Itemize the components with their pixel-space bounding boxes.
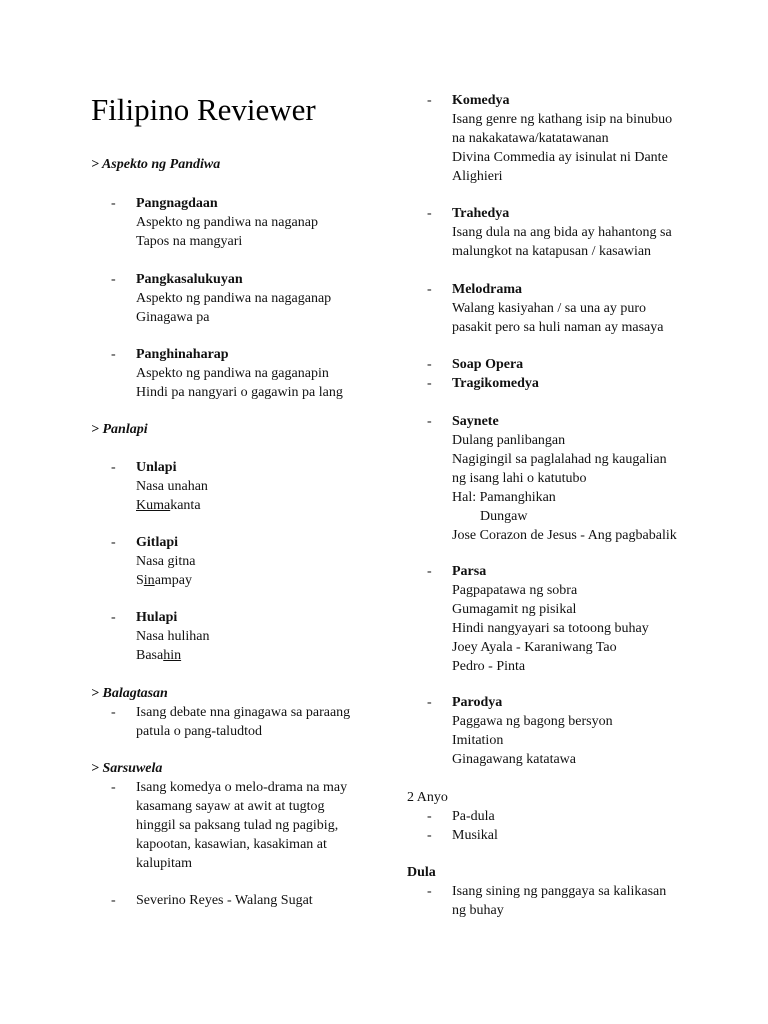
definition-line: Tapos na mangyari bbox=[136, 234, 243, 249]
section-header-anyo: 2 Anyo bbox=[407, 790, 448, 805]
section-label: Sarsuwela bbox=[102, 761, 163, 776]
definition-line: Nasa unahan bbox=[136, 479, 208, 494]
definition-line: kalupitam bbox=[136, 856, 192, 871]
definition-line: Aspekto ng pandiwa na gaganapin bbox=[136, 366, 329, 381]
definition-line: Isang genre ng kathang isip na binubuo bbox=[452, 112, 673, 127]
definition-line: Isang sining ng panggaya sa kalikasan bbox=[452, 884, 667, 899]
definition-line: Imitation bbox=[452, 733, 504, 748]
example-word bbox=[136, 496, 208, 515]
term: Parsa bbox=[452, 564, 487, 579]
author-line: Jose Corazon de Jesus - Ang pagbabalik bbox=[452, 528, 677, 543]
dash-bullet: - bbox=[427, 828, 432, 843]
example-underlined: Kuma bbox=[136, 498, 171, 513]
dash-bullet: - bbox=[427, 376, 432, 391]
section-label: Balagtasan bbox=[102, 686, 168, 701]
dash-bullet: - bbox=[427, 282, 432, 297]
definition-line: Nagigingil sa paglalahad ng kaugalian bbox=[452, 452, 667, 467]
section-header-aspekto bbox=[91, 155, 220, 174]
definition-line: Pagpapatawa ng sobra bbox=[452, 583, 578, 598]
definition-line: na nakakatawa/katatawanan bbox=[452, 131, 609, 146]
term: Soap Opera bbox=[452, 357, 524, 372]
definition-line: Hal: Pamanghikan bbox=[452, 490, 556, 505]
anyo-item: Pa-dula bbox=[452, 809, 495, 824]
term: Komedya bbox=[452, 93, 510, 108]
definition-line: Aspekto ng pandiwa na nagaganap bbox=[136, 291, 332, 306]
term: Parodya bbox=[452, 695, 503, 710]
definition-line: Ginagawang katatawa bbox=[452, 752, 576, 767]
term: Trahedya bbox=[452, 206, 510, 221]
header-marker: > bbox=[91, 686, 99, 701]
definition-line: pasakit pero sa huli naman ay masaya bbox=[452, 320, 664, 335]
definition-line: Isang dula na ang bida ay hahantong sa bbox=[452, 225, 672, 240]
dash-bullet: - bbox=[111, 347, 116, 362]
dash-bullet: - bbox=[111, 460, 116, 475]
example-word bbox=[136, 571, 195, 590]
definition-line: ng isang lahi o katutubo bbox=[452, 471, 587, 486]
definition-line: Aspekto ng pandiwa na naganap bbox=[136, 215, 318, 230]
section-header-sarsuwela bbox=[91, 759, 162, 778]
dash-bullet: - bbox=[111, 196, 116, 211]
example-word bbox=[136, 646, 209, 665]
definition-line: Isang komedya o melo-drama na may bbox=[136, 780, 348, 795]
dash-bullet: - bbox=[111, 610, 116, 625]
dash-bullet: - bbox=[427, 884, 432, 899]
dash-bullet: - bbox=[427, 414, 432, 429]
dash-bullet: - bbox=[427, 93, 432, 108]
page-title: Filipino Reviewer bbox=[91, 92, 316, 127]
example-suffix: ampay bbox=[154, 573, 193, 588]
term: Melodrama bbox=[452, 282, 522, 297]
definition-line-indented: Dungaw bbox=[480, 509, 528, 524]
definition-line: kapootan, kasawian, kasakiman at bbox=[136, 837, 327, 852]
term: Pangkasalukuyan bbox=[136, 272, 243, 287]
dash-bullet: - bbox=[111, 705, 116, 720]
definition-line: Nasa gitna bbox=[136, 554, 196, 569]
dash-bullet: - bbox=[111, 780, 116, 795]
definition-line: Hindi pa nangyari o gagawin pa lang bbox=[136, 385, 343, 400]
anyo-item: Musikal bbox=[452, 828, 498, 843]
term: Hulapi bbox=[136, 610, 178, 625]
definition-line: Pedro - Pinta bbox=[452, 659, 526, 674]
definition-line: Hindi nangyayari sa totoong buhay bbox=[452, 621, 649, 636]
dash-bullet: - bbox=[111, 893, 116, 908]
header-marker: > bbox=[91, 422, 99, 437]
definition-line: Isang debate nna ginagawa sa paraang bbox=[136, 705, 351, 720]
example-suffix: kanta bbox=[170, 498, 201, 513]
dash-bullet: - bbox=[111, 272, 116, 287]
definition-line: patula o pang-taludtod bbox=[136, 724, 262, 739]
definition-line: hinggil sa paksang tulad ng pagibig, bbox=[136, 818, 339, 833]
section-header-panlapi bbox=[91, 420, 148, 439]
dash-bullet: - bbox=[427, 206, 432, 221]
section-header-dula: Dula bbox=[407, 865, 436, 880]
definition-line: kasamang sayaw at awit at tugtog bbox=[136, 799, 325, 814]
term: Unlapi bbox=[136, 460, 177, 475]
definition-line: Alighieri bbox=[452, 169, 503, 184]
dash-bullet: - bbox=[427, 357, 432, 372]
example-prefix: S bbox=[136, 573, 144, 588]
dash-bullet: - bbox=[427, 695, 432, 710]
definition-line: Dulang panlibangan bbox=[452, 433, 566, 448]
header-marker: > bbox=[91, 761, 99, 776]
term: Pangnagdaan bbox=[136, 196, 218, 211]
example-underlined: hin bbox=[163, 648, 182, 663]
dash-bullet: - bbox=[427, 564, 432, 579]
term: Tragikomedya bbox=[452, 376, 539, 391]
definition-line: Paggawa ng bagong bersyon bbox=[452, 714, 613, 729]
definition-line: Divina Commedia ay isinulat ni Dante bbox=[452, 150, 668, 165]
term: Gitlapi bbox=[136, 535, 179, 550]
dash-bullet: - bbox=[427, 809, 432, 824]
example-prefix: Basa bbox=[136, 648, 164, 663]
section-label: Panlapi bbox=[102, 422, 148, 437]
definition-line: malungkot na katapusan / kasawian bbox=[452, 244, 652, 259]
definition-line: Ginagawa pa bbox=[136, 310, 210, 325]
term: Saynete bbox=[452, 414, 499, 429]
definition-line: ng buhay bbox=[452, 903, 504, 918]
example-underlined: in bbox=[143, 573, 155, 588]
author-line: Severino Reyes - Walang Sugat bbox=[136, 893, 313, 908]
header-marker: > bbox=[91, 157, 99, 172]
term: Panghinaharap bbox=[136, 347, 229, 362]
definition-line: Walang kasiyahan / sa una ay puro bbox=[452, 301, 647, 316]
section-label: Aspekto ng Pandiwa bbox=[101, 157, 221, 172]
section-header-balagtasan bbox=[91, 684, 168, 703]
dash-bullet: - bbox=[111, 535, 116, 550]
definition-line: Joey Ayala - Karaniwang Tao bbox=[452, 640, 617, 655]
definition-line: Nasa hulihan bbox=[136, 629, 210, 644]
definition-line: Gumagamit ng pisikal bbox=[452, 602, 577, 617]
